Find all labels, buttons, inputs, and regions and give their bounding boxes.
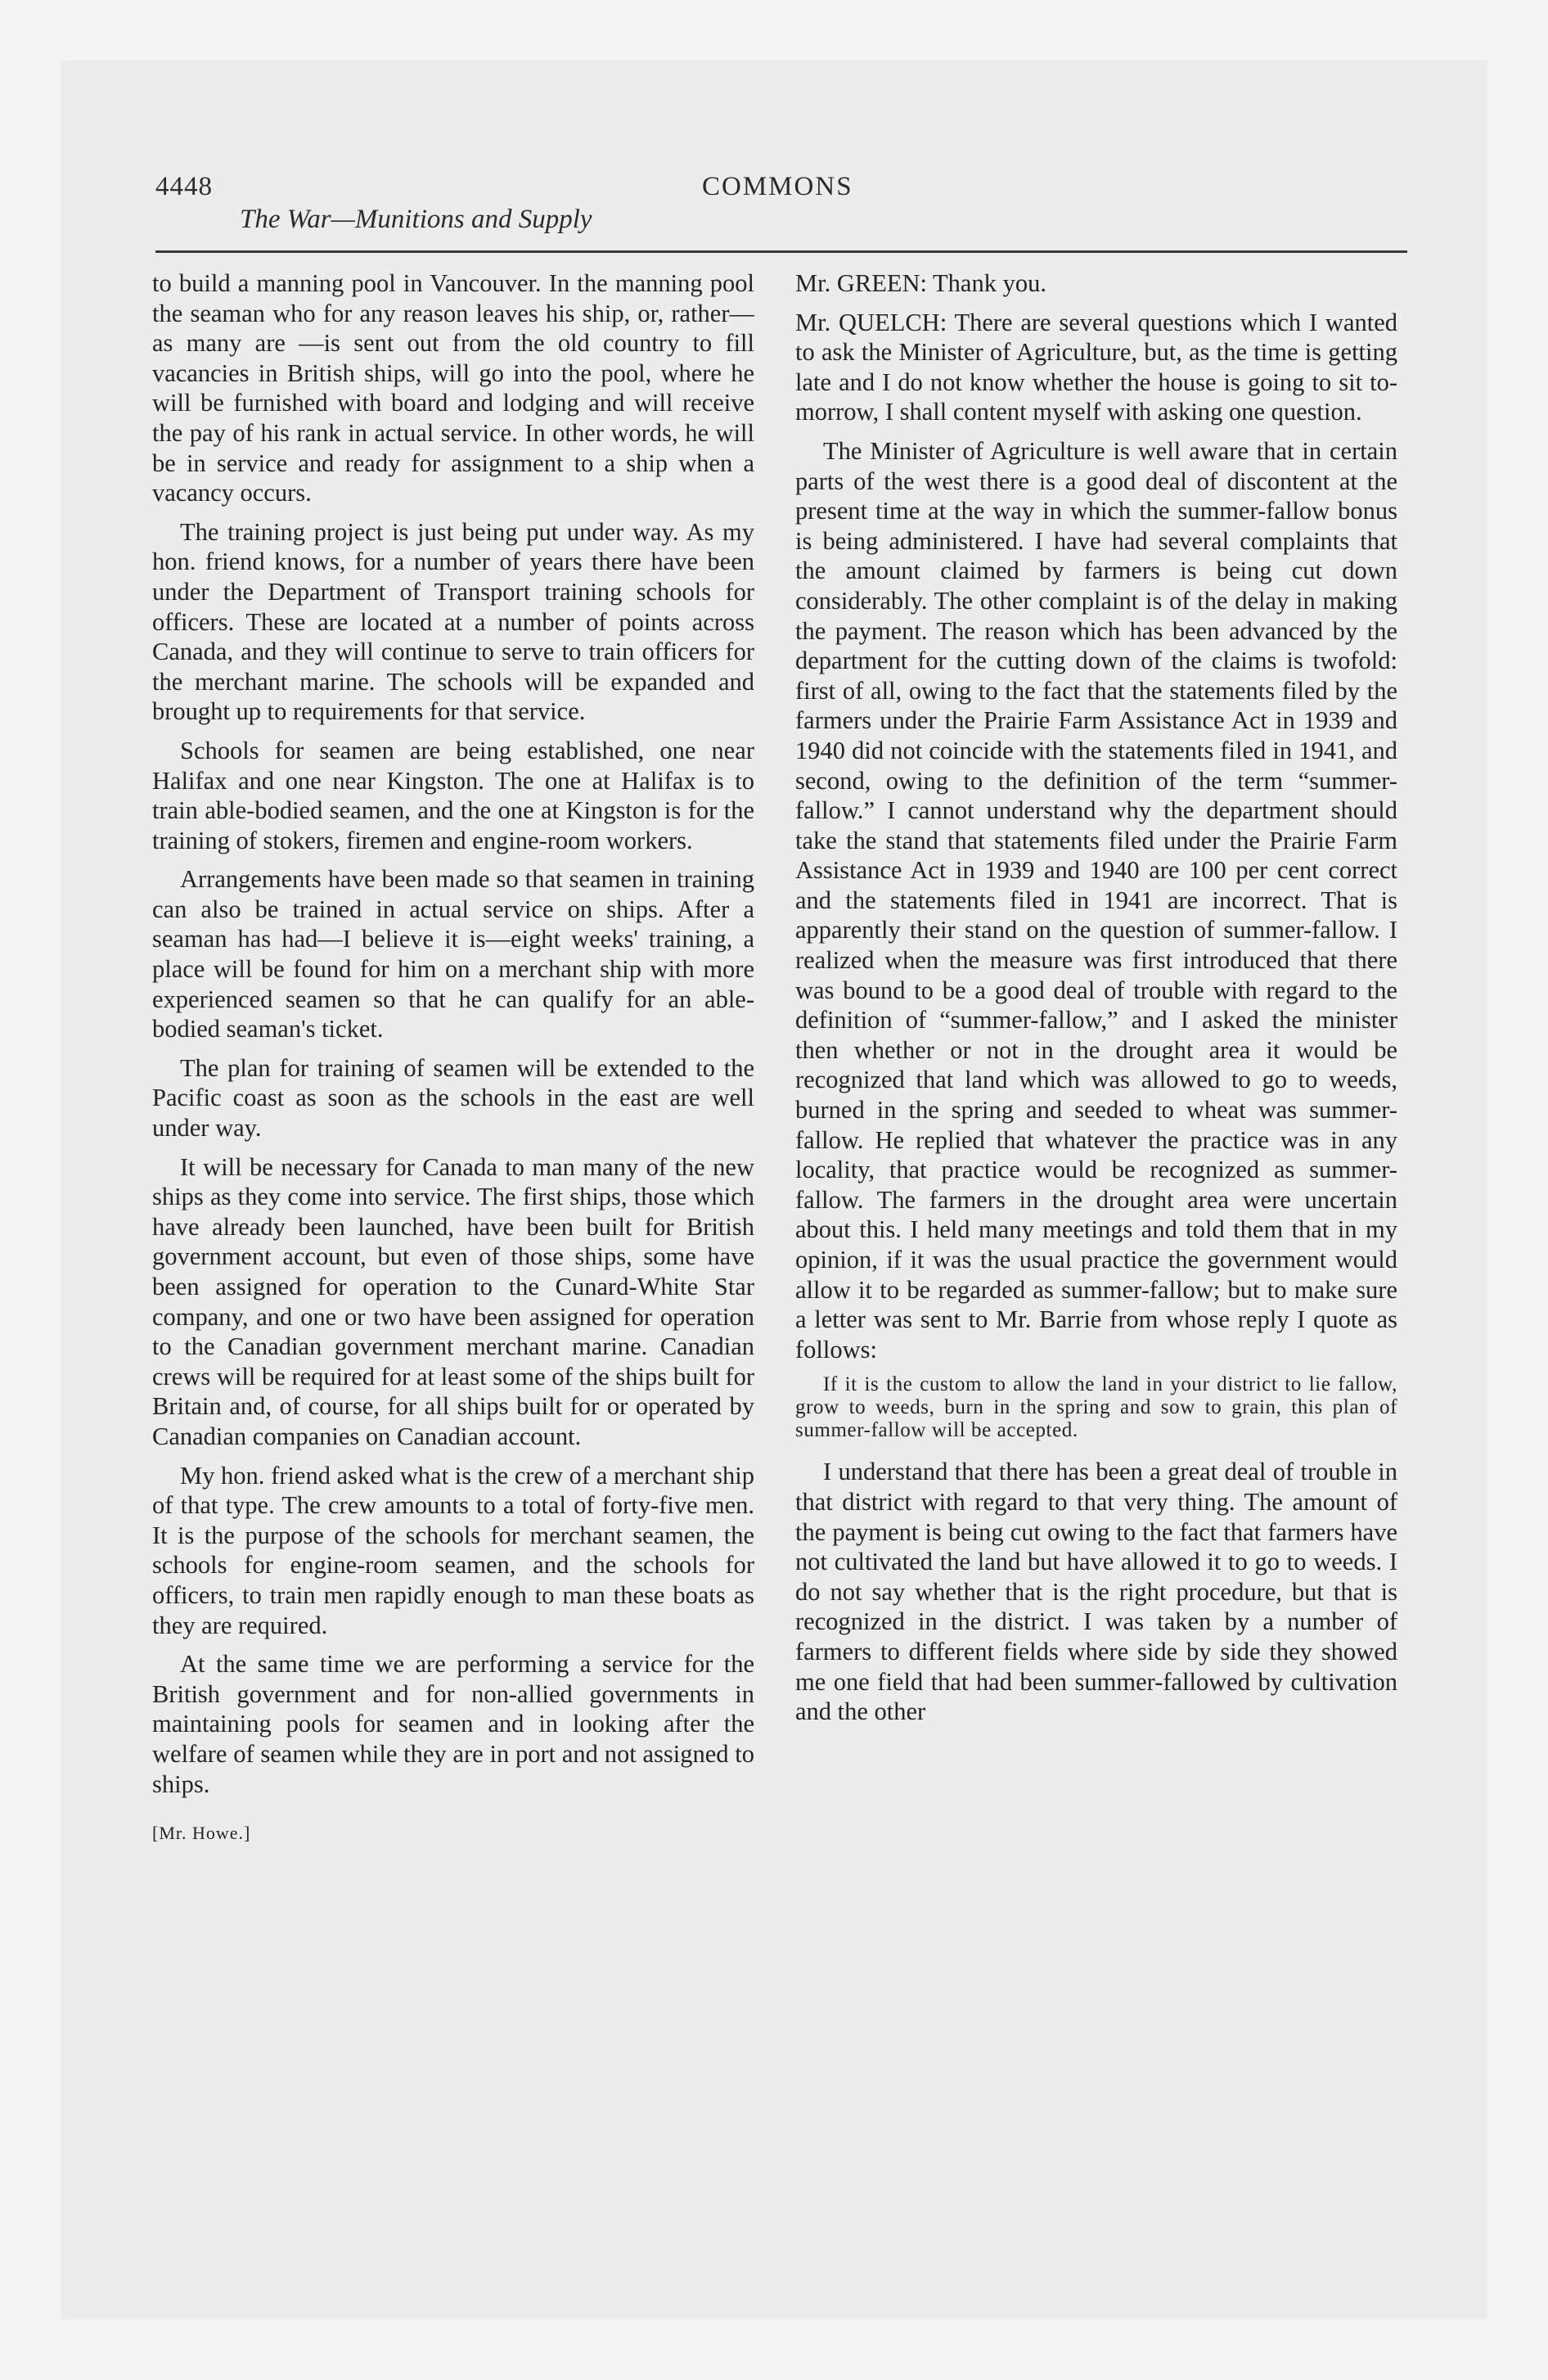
quelch-opening: Mr. QUELCH: There are several questions which I wanted to ask the Minister of Agriculture, but, as the time is getting late and I do not know whether the house is going to sit to-morrow, I shall content myself with asking one question. — [795, 308, 1397, 426]
green-remark: Mr. GREEN: Thank you. — [795, 269, 1046, 297]
left-paragraph: At the same time we are performing a service for the British government and for non-allied governments in maintaining pools for seamen and in looking after the welfare of seamen while they are in port and not assigned to ships. — [152, 1650, 754, 1798]
header-title: COMMONS — [702, 172, 853, 201]
right-paragraph: The Minister of Agriculture is well aware that in certain parts of the west there is a good deal of discontent at the present time at the way in which the summer-fallow bonus is being administered. I have had several complaints that the amount claimed by farmers is being cut down considerably. The other complaint is of the delay in making the payment. The reason which has been advanced by the department for the cutting down of the claims is twofold: first of all, owing to the fact that the statements filed by the farmers under the Prairie Farm Assistance Act in 1939 and 1940 did not coincide with the statements filed in 1941, and second, owing to the definition of the term “summer-fallow.” I cannot understand why the department should take the stand that statements filed under the Prairie Farm Assistance Act in 1939 and 1940 are 100 per cent correct and the statements filed in 1941 are incorrect. That is apparently their stand on the question of summer-fallow. I realized when the measure was first introduced that there was bound to be a good deal of trouble with regard to the definition of “summer-fallow,” and I asked the minister then whether or not in the drought area it would be recognized that land which was allowed to go to weeds, burned in the spring and seeded to wheat was summer-fallow. He replied that whatever the practice was in any locality, that practice would be recognized as summer-fallow. The farmers in the drought area were uncertain about this. I held many meetings and told them that in my opinion, if it was the usual practice the government would allow it to be regarded as summer-fallow; but to make sure a letter was sent to Mr. Barrie from whose reply I quote as follows: — [795, 436, 1397, 1364]
speaker-attribution: [Mr. Howe.] — [152, 1823, 251, 1844]
page-header — [155, 172, 1407, 253]
page-number: 4448 — [155, 172, 213, 201]
right-paragraph: I understand that there has been a great deal of trouble in that district with regard to that very thing. The amount of the payment is being cut owing to the fact that farmers have not cultivated the land but have allowed it to go to weeds. I do not say whether that is the right procedure, but that is recognized in the district. I was taken by a number of farmers to different fields where side by side they showed me one field that had been summer-fallowed by cultivation and the other — [795, 1458, 1397, 1726]
left-paragraph: It will be necessary for Canada to man many of the new ships as they come into service. The first ships, those which have already been launched, have been built for British government account, but even of those ships, some have been assigned for operation to the Cunard-White Star company, and one or two have been assigned for operation to the Canadian government merchant marine. Canadian crews will be required for at least some of the ships built for Britain and, of course, for all ships built for or operated by Canadian companies on Canadian account. — [152, 1152, 754, 1450]
left-paragraph: The training project is just being put under way. As my hon. friend knows, for a number of years there have been under the Department of Transport training schools for officers. These are located at a number of points across Canada, and they will continue to serve to train officers for the merchant marine. The schools will be expanded and brought up to requirements for that service. — [152, 517, 754, 726]
left-paragraph: The plan for training of seamen will be extended to the Pacific coast as soon as the schools in the east are well under way. — [152, 1053, 754, 1143]
left-paragraph: Arrangements have been made so that seamen in training can also be trained in actual service on ships. After a seaman has had—I believe it is—eight weeks' training, a place will be found for him on a merchant ship with more experienced seamen so that he can qualify for an able-bodied seaman's ticket. — [152, 865, 754, 1044]
quoted-letter: If it is the custom to allow the land in your district to lie fallow, grow to weeds, burn in the spring and sow to grain, this plan of summer-fallow will be accepted. — [795, 1373, 1397, 1442]
left-paragraph: My hon. friend asked what is the crew of a merchant ship of that type. The crew amounts to a total of forty-five men. It is the purpose of the schools for merchant seamen, the schools for engine-room seamen, and the schools for officers, to train men rapidly enough to man these boats as they are required. — [152, 1461, 754, 1639]
left-paragraph: to build a manning pool in Vancouver. In the manning pool the seaman who for any reason leaves his ship, or, rather—as many are —is sent out from the old country to fill vacancies in British ships, will go into the pool, where he will be furnished with board and lodging and will receive the pay of his rank in actual service. In other words, he will be in service and ready for assignment to a ship when a vacancy occurs. — [152, 269, 754, 507]
right-column — [795, 268, 1397, 1736]
left-column — [152, 268, 754, 1867]
header-subtitle: The War—Munitions and Supply — [240, 205, 592, 234]
left-paragraph: Schools for seamen are being established, one near Halifax and one near Kingston. The one at Halifax is to train able-bodied seamen, and the one at Kingston is for the training of stokers, firemen and engine-room workers. — [152, 736, 754, 854]
